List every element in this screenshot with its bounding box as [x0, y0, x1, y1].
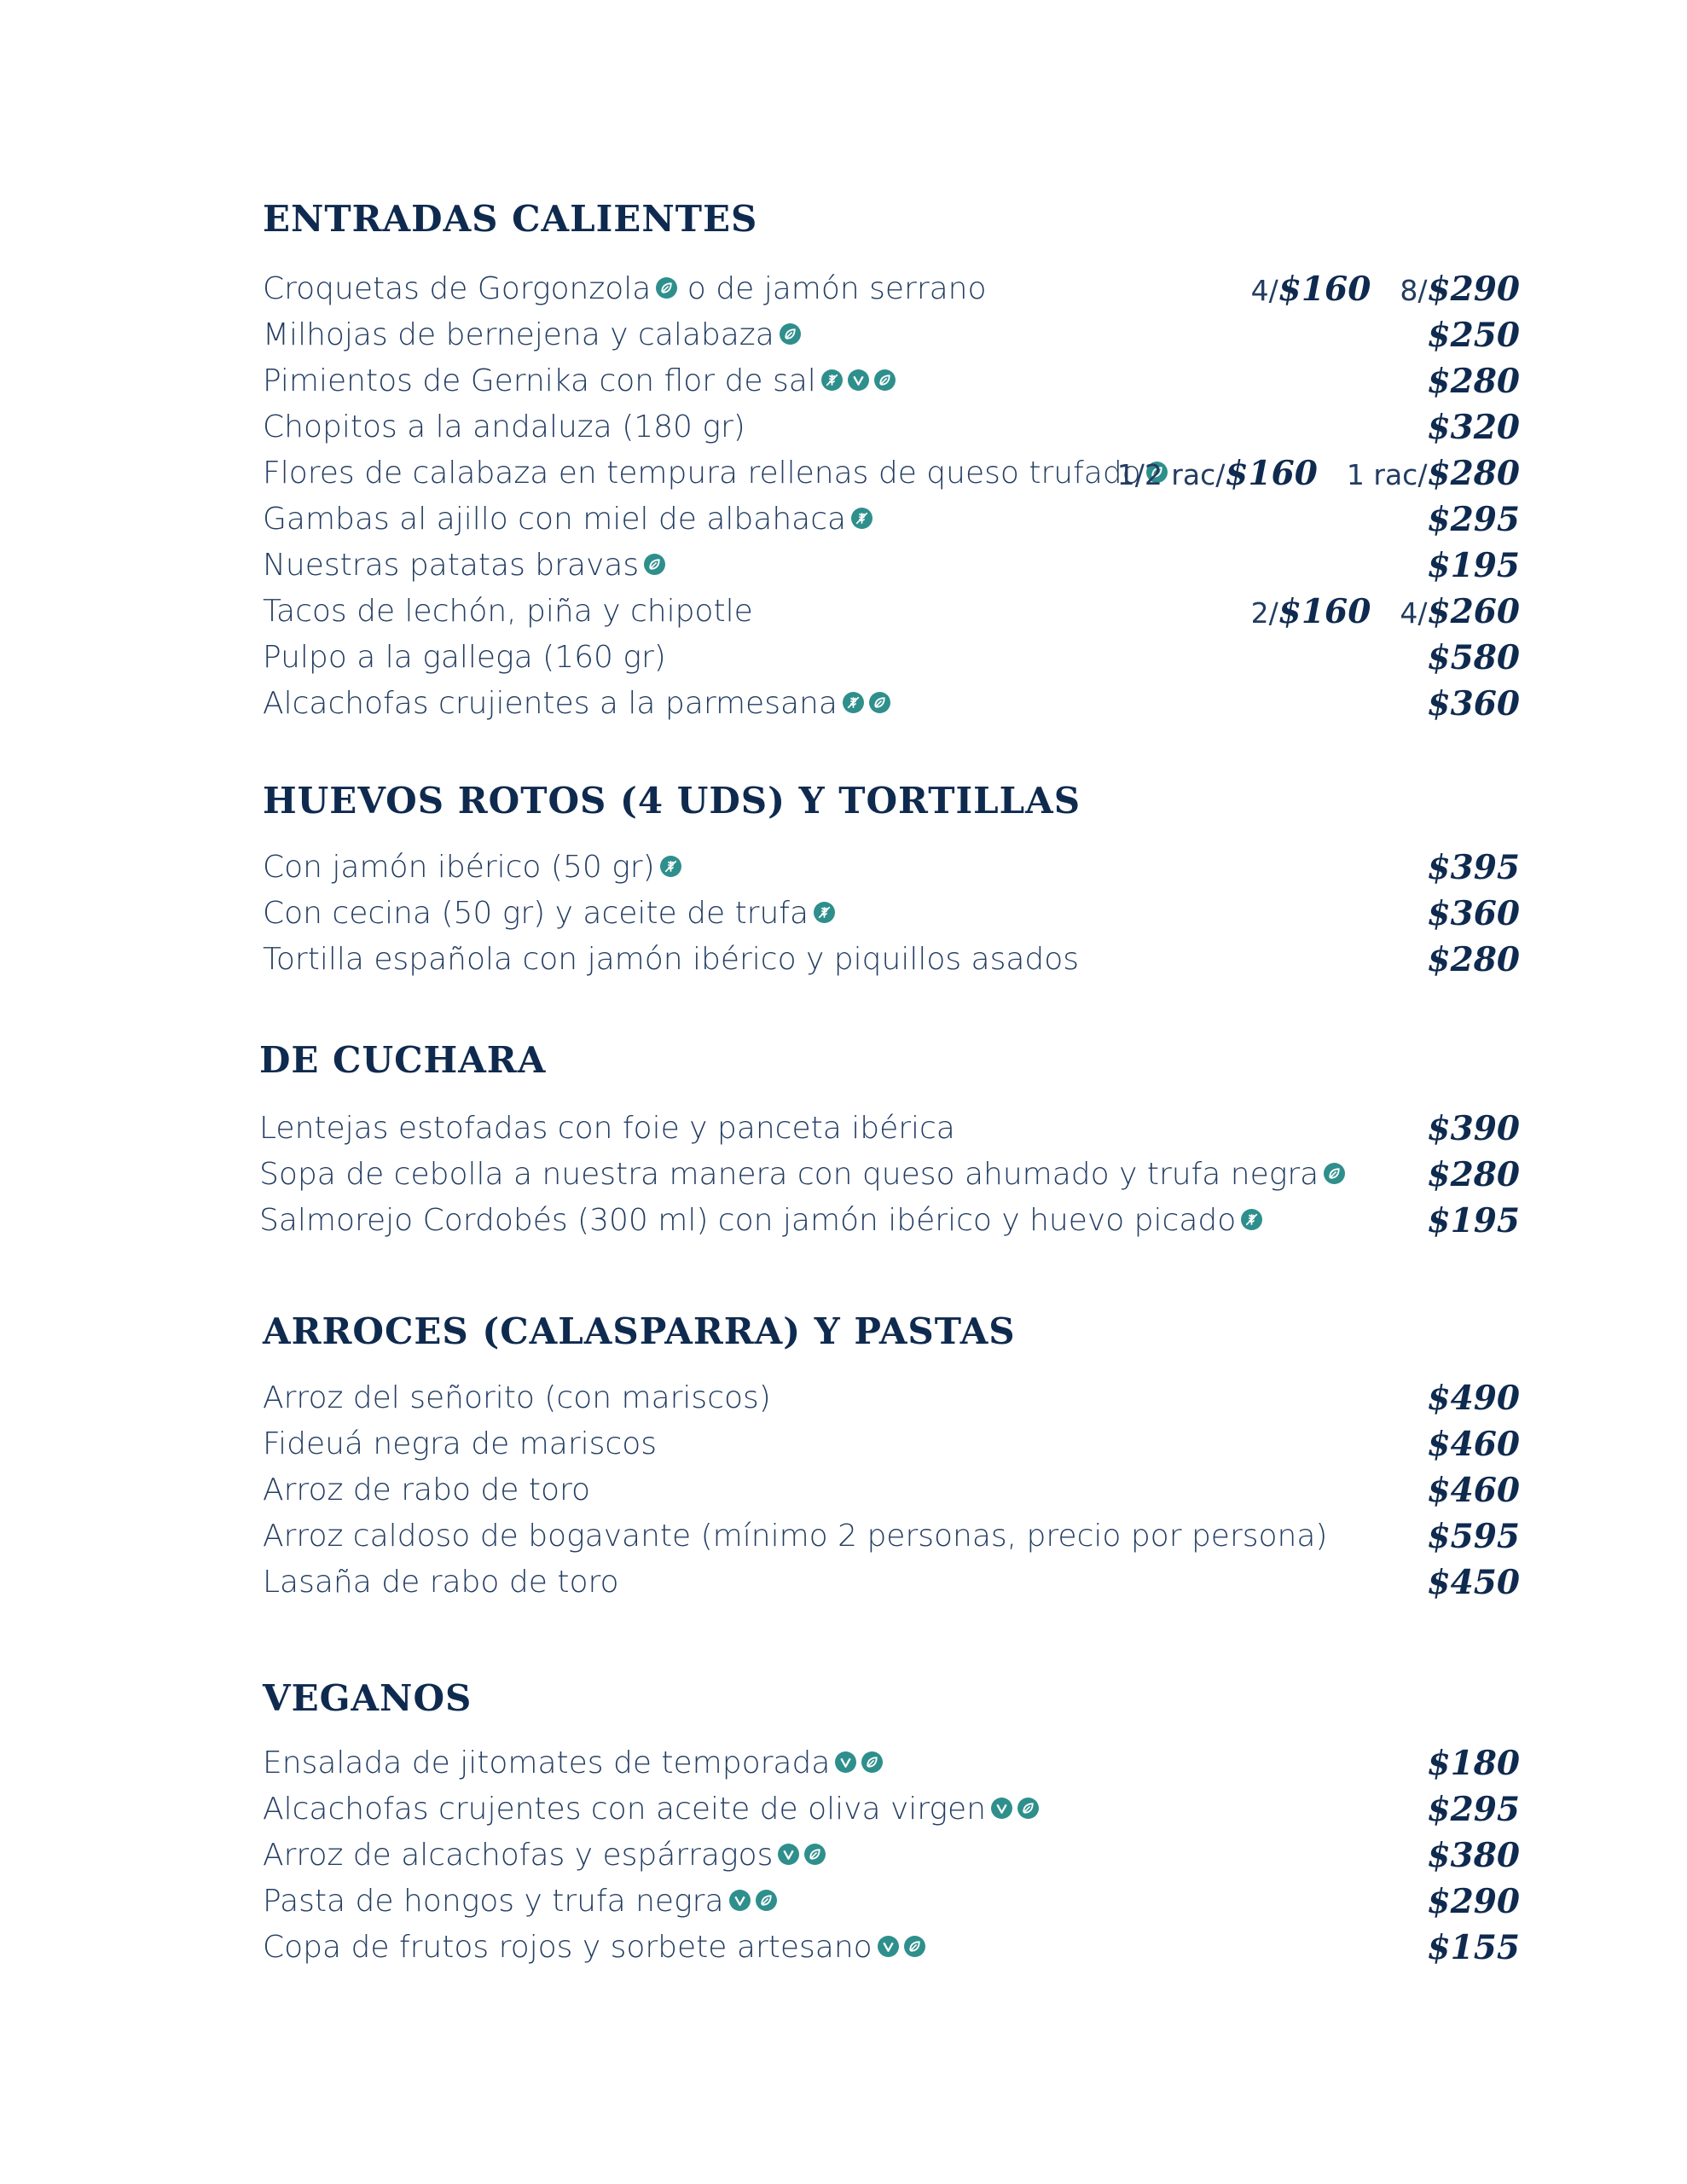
leaf-icon: [861, 1751, 883, 1773]
price-qty: 1/2 rac/: [1116, 458, 1226, 491]
item-name: Arroz del señorito (con mariscos): [263, 1380, 771, 1415]
menu-item: [0, 635, 1687, 681]
item-price: $295: [1427, 500, 1520, 539]
menu-item: [0, 497, 1687, 543]
item-price: $155: [1427, 1928, 1520, 1967]
menu-item: [0, 404, 1687, 450]
item-price: $160: [1278, 592, 1371, 631]
item-name: Milhojas de bernejena y calabaza: [263, 317, 774, 352]
vegan-v-icon: [878, 1936, 899, 1957]
menu-item: [0, 589, 1687, 635]
item-name: Pulpo a la gallega (160 gr): [263, 640, 666, 675]
item-price: $380: [1427, 1836, 1520, 1875]
section-heading: ENTRADAS CALIENTES: [263, 198, 758, 240]
item-name: Tortilla española con jamón ibérico y piquillos asados: [263, 942, 1080, 977]
item-price: $595: [1427, 1517, 1520, 1556]
wheat-icon: [821, 369, 843, 391]
wheat-icon: [843, 692, 864, 713]
item-prices: [1251, 266, 1520, 312]
wheat-icon: [814, 902, 835, 923]
menu-item: [0, 266, 1687, 312]
item-name: Salmorejo Cordobés (300 ml) con jamón ibérico y huevo picado: [259, 1203, 1237, 1238]
menu-item: [0, 1879, 1687, 1925]
vegan-v-icon: [835, 1751, 856, 1773]
item-price: $360: [1427, 684, 1520, 723]
menu-item: [0, 1467, 1687, 1513]
item-price: $390: [1427, 1109, 1520, 1148]
item-name: Con jamón ibérico (50 gr): [263, 850, 655, 885]
item-price: $260: [1427, 592, 1520, 631]
section-heading: HUEVOS ROTOS (4 UDS) Y TORTILLAS: [263, 780, 1081, 822]
item-price: $580: [1427, 638, 1520, 677]
item-name-continued: o de jamón serrano: [687, 271, 987, 306]
leaf-icon: [1017, 1798, 1039, 1819]
item-name: Croquetas de Gorgonzola: [263, 271, 652, 306]
item-price: $295: [1427, 1790, 1520, 1829]
item-name: Copa de frutos rojos y sorbete artesano: [263, 1930, 872, 1965]
menu-item: [0, 1513, 1687, 1560]
wheat-icon: [1241, 1209, 1262, 1230]
item-name: Arroz de alcachofas y espárragos: [263, 1838, 774, 1873]
menu-item: [0, 1152, 1687, 1198]
item-name: Lentejas estofadas con foie y panceta ibérica: [259, 1111, 955, 1146]
menu-item: [0, 937, 1687, 983]
menu-item: [0, 1833, 1687, 1879]
menu-item: [0, 358, 1687, 404]
menu-item: [0, 845, 1687, 891]
item-price: $490: [1427, 1379, 1520, 1418]
item-price: $450: [1427, 1563, 1520, 1602]
menu-item: [0, 891, 1687, 937]
leaf-icon: [874, 369, 896, 391]
item-name: Pimientos de Gernika con flor de sal: [263, 363, 816, 398]
section-heading: ARROCES (CALASPARRA) Y PASTAS: [263, 1310, 1016, 1352]
item-name: Alcachofas crujentes con aceite de oliva virgen: [263, 1792, 987, 1827]
vegan-v-icon: [778, 1844, 799, 1865]
item-name: Ensalada de jitomates de temporada: [263, 1745, 831, 1780]
item-price: $395: [1427, 848, 1520, 887]
price-qty: 8/: [1400, 274, 1428, 307]
vegan-v-icon: [729, 1890, 751, 1911]
leaf-icon: [756, 1890, 777, 1911]
menu-item: [0, 1560, 1687, 1606]
item-price: $460: [1427, 1471, 1520, 1510]
leaf-icon: [904, 1936, 925, 1957]
menu-item: [0, 1786, 1687, 1833]
item-name: Arroz caldoso de bogavante (mínimo 2 personas, precio por persona): [263, 1519, 1328, 1554]
item-price: $250: [1427, 316, 1520, 355]
item-name: Nuestras patatas bravas: [263, 548, 640, 583]
price-qty: 2/: [1250, 596, 1278, 630]
item-name: Con cecina (50 gr) y aceite de trufa: [263, 896, 809, 931]
item-price: $290: [1427, 1882, 1520, 1921]
item-name: Tacos de lechón, piña y chipotle: [263, 594, 753, 629]
menu-item: [0, 543, 1687, 589]
item-price: $460: [1427, 1425, 1520, 1464]
menu-item: [0, 1106, 1687, 1152]
item-price: $280: [1427, 362, 1520, 401]
menu-item: [0, 1198, 1687, 1244]
item-name: Pasta de hongos y trufa negra: [263, 1884, 724, 1919]
item-prices: [1251, 589, 1520, 635]
section-heading: DE CUCHARA: [259, 1039, 547, 1081]
item-price: $290: [1427, 270, 1520, 309]
section-heading: VEGANOS: [263, 1677, 472, 1719]
item-name: Lasaña de rabo de toro: [263, 1565, 619, 1600]
menu-item: [0, 450, 1687, 497]
vegan-v-icon: [991, 1798, 1012, 1819]
item-price: $160: [1278, 270, 1371, 309]
menu-item: [0, 1421, 1687, 1467]
item-name: Alcachofas crujientes a la parmesana: [263, 686, 838, 721]
wheat-icon: [851, 508, 872, 529]
menu-item: [0, 681, 1687, 727]
item-name: Arroz de rabo de toro: [263, 1472, 591, 1507]
item-name: Flores de calabaza en tempura rellenas de queso trufado: [263, 456, 1141, 491]
price-qty: 4/: [1250, 274, 1278, 307]
item-price: $320: [1427, 408, 1520, 447]
leaf-icon: [869, 692, 890, 713]
item-price: $180: [1427, 1744, 1520, 1783]
item-price: $280: [1427, 454, 1520, 493]
item-price: $280: [1427, 1155, 1520, 1194]
leaf-icon: [780, 323, 801, 345]
item-name: Fideuá negra de mariscos: [263, 1426, 657, 1461]
item-price: $195: [1427, 546, 1520, 585]
menu-item: [0, 312, 1687, 358]
item-price: $280: [1427, 940, 1520, 979]
leaf-icon: [644, 554, 665, 575]
price-qty: 4/: [1400, 596, 1428, 630]
menu-item: [0, 1925, 1687, 1971]
wheat-icon: [660, 856, 681, 877]
item-price: $160: [1225, 454, 1318, 493]
leaf-icon: [804, 1844, 826, 1865]
item-price: $360: [1427, 894, 1520, 933]
item-name: Sopa de cebolla a nuestra manera con queso ahumado y trufa negra: [259, 1157, 1319, 1192]
vegan-v-icon: [848, 369, 869, 391]
leaf-icon: [656, 277, 677, 299]
item-name: Chopitos a la andaluza (180 gr): [263, 410, 745, 444]
menu-item: [0, 1375, 1687, 1421]
item-prices: [1117, 450, 1520, 497]
item-name: Gambas al ajillo con miel de albahaca: [263, 502, 847, 537]
price-qty: 1 rac/: [1346, 458, 1428, 491]
menu-item: [0, 1740, 1687, 1786]
leaf-icon: [1324, 1163, 1345, 1184]
item-price: $195: [1427, 1201, 1520, 1240]
